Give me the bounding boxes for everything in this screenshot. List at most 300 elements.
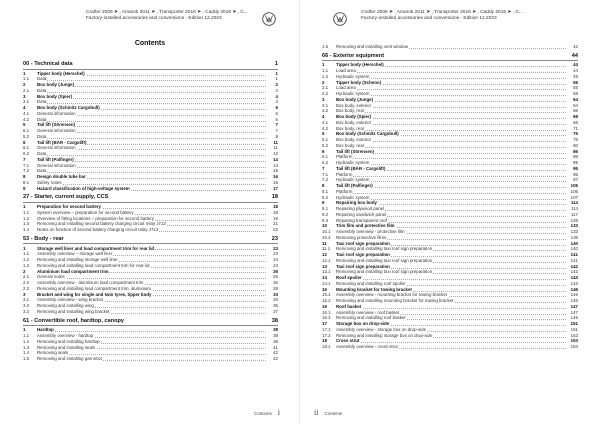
toc-entry-title: General information	[37, 162, 76, 168]
toc-entry-page: 140	[570, 240, 578, 246]
toc-entry-number: 10	[322, 223, 327, 229]
toc-entry-title: Tail lift (BÄR - Cargolift)	[37, 139, 87, 145]
toc-entry-number: 1.1	[23, 333, 30, 338]
toc-entry-page: 24	[273, 257, 278, 263]
toc-entry-number: 13.1	[322, 269, 331, 275]
toc-entry-title: Removing and installing second battery charging circuit relay J713	[37, 221, 166, 227]
toc-entry-page: 68	[573, 114, 578, 120]
toc-entry-page: 11	[273, 139, 278, 145]
toc-entry-page: 26	[273, 280, 278, 286]
toc-entry-number: 7	[322, 165, 325, 171]
toc-entry-title: Tipper body (Herschel)	[336, 62, 384, 68]
toc-entry-page: 142	[570, 263, 578, 269]
toc-entry-number: 6.1	[23, 145, 30, 151]
toc-entry-page: 152	[570, 332, 578, 338]
toc-entry-number: 1.1	[23, 251, 30, 257]
toc-entry-number: 1.5	[23, 356, 30, 361]
dot-leader	[37, 80, 266, 81]
toc-entry-page: 26	[273, 274, 278, 280]
toc-entry-title: Removing and installing hardtop	[37, 338, 100, 344]
toc-entry-title: Removing and installing storage well liner	[37, 257, 118, 263]
toc-entry-title: Box body (Junge)	[336, 96, 374, 102]
toc-entry-title: Storage well liner and load compartment trim for rear lid	[37, 245, 155, 251]
dot-leader	[336, 147, 566, 148]
page-header	[0, 8, 300, 36]
toc-entry-title: Data	[37, 168, 47, 174]
toc-entry-page: 38	[273, 333, 278, 338]
toc-subsection-entry[interactable]	[23, 309, 278, 315]
toc-entry-number: 4.2	[322, 125, 329, 131]
toc-chapter-entry[interactable]	[322, 52, 578, 62]
toc-entry-title: Tail lift (Sörensen)	[37, 122, 75, 128]
toc-entry-number: 4	[23, 105, 26, 111]
toc-entry-number: 1	[23, 327, 26, 333]
toc-entry-title: Data	[37, 151, 47, 157]
toc-entry-page: 6	[275, 116, 278, 122]
toc-entry-page: 24	[273, 262, 278, 268]
toc-entry-title: Data	[37, 87, 47, 93]
dot-leader	[37, 172, 266, 173]
toc-entry-number: 16	[322, 303, 327, 309]
toc-entry-page: 147	[570, 309, 578, 315]
toc-entry-title: Mounting bracket for towing bracket	[336, 286, 412, 292]
toc-entry-title: Box body, exterior	[336, 119, 372, 125]
toc-entry-title: Repairing box body	[336, 200, 377, 206]
toc-entry-page: 38	[273, 327, 278, 333]
toc-list	[322, 44, 578, 350]
toc-entry-title: Data	[37, 116, 47, 122]
toc-entry-number: 9	[23, 185, 26, 191]
header-text	[361, 10, 523, 22]
toc-entry-number: 1.3	[23, 344, 30, 350]
toc-entry-page: 105	[570, 183, 578, 189]
dot-leader	[336, 279, 566, 280]
toc-entry-page: 58	[573, 91, 578, 97]
toc-entry-title: Assembly overview - wing bracket	[37, 297, 104, 303]
toc-entry-title: Tail lift (Palfinger)	[336, 183, 373, 189]
dot-leader	[336, 193, 566, 194]
toc-entry-number: 1.6	[322, 44, 329, 49]
toc-entry-number: 5.1	[23, 128, 30, 134]
toc-entry-title: Platform	[336, 171, 353, 177]
toc-entry-title: Removing and installing roof spoiler	[336, 280, 406, 286]
toc-entry-page: 71	[573, 125, 578, 131]
toc-entry-title: Assembly overview – storage well liner	[37, 251, 113, 257]
toc-entry-title: Hazard classification of high-voltage system	[37, 185, 130, 191]
toc-entry-title: Hydraulic system	[336, 194, 370, 200]
toc-entry-title: Box body (Schmitz Cargobull)	[336, 131, 399, 137]
toc-entry-page: 86	[573, 148, 578, 154]
toc-entry-number: 14.1	[322, 280, 331, 286]
toc-entry-page: 133	[570, 229, 578, 235]
vw-logo-icon	[262, 12, 276, 26]
toc-entry-number: 6.2	[23, 151, 30, 157]
toc-entry-title: General notes	[37, 274, 65, 280]
toc-entry-number: 8.1	[23, 179, 30, 185]
dot-leader	[336, 130, 566, 131]
header-text	[86, 10, 248, 22]
toc-entry-page: 35	[273, 303, 278, 309]
toc-entry-title: Removing and installing load compartment trim for rear lid	[37, 262, 150, 268]
toc-entry-title: Roof basket	[336, 303, 362, 309]
toc-entry-title: Aluminium load compartment trim	[37, 268, 109, 274]
toc-entry-page: 37	[273, 308, 278, 314]
toc-entry-title: Box body, exterior	[336, 102, 372, 108]
toc-entry-title: General information	[37, 128, 76, 134]
toc-entry-page: 1	[274, 61, 278, 67]
toc-entry-title: Trim film and protective film	[336, 223, 395, 229]
toc-entry-title: Data	[37, 133, 47, 139]
toc-entry-title: Assembly overview - roof basket	[336, 309, 400, 315]
toc-subsection-entry[interactable]	[322, 44, 578, 50]
toc-entry-number: 2.2	[23, 280, 30, 286]
header-models: Crafter 2006 ➤ , Amarok 2011 ➤ , Transporter 2016 ➤ , Caddy 2016 ➤ , C...	[361, 10, 523, 15]
toc-entry-title: Hydraulic system	[336, 177, 370, 183]
toc-entry-title: General information	[37, 145, 76, 151]
toc-entry-title: System overview – preparation for second battery	[37, 209, 134, 215]
toc-entry-title: Removing and installing taxi roof sign preparation	[336, 257, 433, 263]
toc-entry-page: 55	[573, 79, 578, 85]
toc-entry-page: 89	[573, 160, 578, 166]
toc-entry-title: Removing and installing wing bracket	[37, 308, 110, 314]
toc-chapter-entry[interactable]	[23, 317, 278, 327]
toc-entry-page: 42	[273, 350, 278, 356]
dot-leader	[336, 308, 566, 309]
toc-entry-page: 55	[573, 85, 578, 91]
toc-entry-number: 4.1	[322, 119, 329, 125]
page-footer	[254, 408, 280, 417]
toc-entry-page: 66	[573, 108, 578, 114]
vw-logo-icon	[333, 12, 347, 26]
toc-entry-page: 7	[275, 128, 278, 134]
toc-entry-page: 2	[275, 87, 278, 93]
toc-entry-title: Assembly overview - aluminium load compartment trim	[37, 280, 144, 286]
toc-entry-page: 4	[275, 93, 278, 99]
toc-entry-title: Removing and installing load compartment trim, aluminium	[37, 285, 151, 291]
toc-entry-number: 16.1	[322, 309, 331, 315]
toc-entry-number: 3	[23, 291, 26, 297]
toc-entry-page: 38	[271, 317, 278, 324]
dot-leader	[37, 278, 266, 279]
header-subtitle: Factory-installed accessories and conversions - Edition 12.2023	[86, 16, 222, 21]
toc-entry-number: 5.1	[322, 137, 329, 143]
header-models: Crafter 2006 ➤ , Amarok 2011 ➤ , Transporter 2016 ➤ , Caddy 2016 ➤ , C...	[86, 10, 248, 15]
toc-subsection-entry[interactable]	[322, 344, 578, 350]
toc-entry-number: 7.2	[23, 168, 30, 174]
toc-entry-title: Data	[37, 99, 47, 105]
toc-entry-page: 23	[273, 245, 278, 251]
toc-entry-number: 18	[322, 338, 327, 344]
toc-entry-number: 18.1	[322, 344, 331, 350]
toc-entry-number: 7.1	[23, 162, 30, 168]
toc-entry-number: 1.2	[322, 73, 329, 79]
toc-entry-page: 39	[273, 338, 278, 344]
toc-entry-number: 4	[322, 114, 325, 120]
toc-entry-number: 2	[23, 268, 26, 274]
toc-entry-title: 53 - Body - rear	[23, 235, 64, 242]
toc-entry-number: 1.3	[23, 221, 30, 227]
toc-entry-page: 22	[273, 227, 278, 233]
toc-entry-page: 16	[273, 179, 278, 185]
toc-entry-number: 3.1	[23, 99, 30, 105]
toc-entry-number: 1	[23, 70, 26, 76]
toc-entry-number: 1.4	[23, 350, 30, 356]
dot-leader	[336, 78, 566, 79]
toc-entry-title: Load area	[336, 68, 356, 74]
toc-entry-page: 17	[273, 185, 278, 191]
dot-leader	[336, 95, 566, 96]
toc-subsection-entry[interactable]	[23, 356, 278, 362]
toc-entry-page: 140	[570, 246, 578, 252]
toc-entry-page: 114	[570, 200, 578, 206]
toc-entry-number: 9.1	[322, 206, 329, 212]
toc-entry-number: 7.1	[322, 171, 329, 177]
toc-entry-page: 105	[570, 188, 578, 194]
toc-entry-title: Box body, rear	[336, 108, 365, 114]
dot-leader	[37, 103, 266, 104]
toc-entry-number: 2.3	[23, 285, 30, 291]
toc-entry-page: 1	[275, 76, 278, 82]
toc-entry-page: 8	[275, 133, 278, 139]
toc-entry-page: 26	[273, 268, 278, 274]
toc-entry-number: 2.1	[23, 274, 30, 280]
toc-entry-number: 1.3	[23, 262, 30, 268]
toc-entry-title: Removing and installing roof basket	[336, 315, 406, 321]
toc-entry-title: Tipper body (Scheon)	[336, 79, 382, 85]
toc-entry-title: Cross strut	[336, 338, 360, 344]
toc-chapter-entry[interactable]	[23, 235, 278, 245]
dot-leader	[336, 158, 566, 159]
toc-entry-page: 114	[571, 206, 578, 212]
toc-entry-page: 42	[573, 44, 578, 49]
toc-entry-number: 3.2	[322, 108, 329, 114]
toc-entry-title: Preparation for second battery	[37, 204, 101, 210]
toc-entry-page: 153	[570, 338, 578, 344]
toc-entry-page: 44	[571, 52, 578, 59]
toc-entry-title: Data	[37, 76, 47, 82]
toc-entry-page: 19	[273, 215, 278, 221]
toc-entry-number: 6.1	[322, 154, 329, 160]
dot-leader	[37, 138, 266, 139]
toc-entry-title: General information	[37, 110, 76, 116]
toc-entry-number: 9	[322, 200, 325, 206]
toc-entry-number: 15	[322, 286, 327, 292]
toc-entry-title: Taxi roof sign preparation	[336, 252, 390, 258]
toc-entry-title: 66 - Exterior equipment	[322, 52, 385, 59]
toc-entry-page: 42	[273, 356, 278, 361]
toc-entry-number: 7	[23, 156, 26, 162]
toc-entry-page: 11	[273, 145, 278, 151]
toc-entry-page: 21	[273, 221, 278, 227]
toc-entry-number: 6.2	[322, 160, 329, 166]
toc-entry-title: Box body, exterior	[336, 137, 372, 143]
toc-entry-page: 151	[570, 321, 578, 327]
toc-chapter-entry[interactable]	[23, 193, 278, 203]
toc-entry-page: 146	[570, 292, 578, 298]
toc-entry-title: Removing and installing vent window	[336, 44, 408, 49]
toc-entry-title: Roof spoiler	[336, 275, 362, 281]
toc-entry-page: 80	[573, 142, 578, 148]
toc-entry-number: 13	[322, 263, 327, 269]
toc-entry-page: 143	[570, 280, 578, 286]
toc-entry-title: Removing and installing seals	[37, 344, 96, 350]
toc-entry-title: Removing and installing taxi roof sign preparation	[336, 246, 433, 252]
toc-entry-title: Assembly overview - storage box on drop-side	[336, 326, 427, 332]
toc-entry-number: 7.2	[322, 177, 329, 183]
toc-entry-title: Storage box on drop-side	[336, 321, 390, 327]
dot-leader	[37, 184, 266, 185]
toc-entry-page: 141	[570, 257, 578, 263]
toc-entry-page: 143	[570, 275, 578, 281]
toc-entry-title: Removing and installing storage box on drop-side	[336, 332, 433, 338]
toc-entry-page: 95	[573, 165, 578, 171]
toc-entry-page: 147	[570, 303, 578, 309]
dot-leader	[37, 155, 266, 156]
toc-entry-title: Overview of fitting locations – preparation for second battery	[37, 215, 154, 221]
toc-entry-page: 6	[275, 105, 278, 111]
toc-entry-title: Platform	[336, 188, 353, 194]
toc-entry-number: 1	[322, 62, 325, 68]
toc-entry-page: 18	[273, 204, 278, 210]
toc-entry-number: 3	[23, 93, 26, 99]
toc-entry-number: 5.2	[23, 133, 30, 139]
toc-entry-page: 146	[570, 298, 578, 304]
toc-list	[23, 58, 278, 362]
toc-entry-number: 8	[322, 183, 325, 189]
toc-section-entry[interactable]	[23, 186, 278, 192]
toc-entry-page: 33	[273, 297, 278, 303]
toc-entry-title: 61 - Convertible roof, hardtop, canopy	[23, 317, 125, 324]
footer-label: Contents	[324, 411, 343, 416]
toc-entry-title: Removing and installing taxi roof sign preparation	[336, 269, 433, 275]
toc-entry-page: 75	[573, 137, 578, 143]
toc-entry-number: 6	[322, 148, 325, 154]
toc-entry-number: 6	[23, 139, 26, 145]
toc-entry-number: 2	[322, 79, 325, 85]
toc-entry-number: 3.1	[322, 102, 329, 108]
toc-entry-page: 23	[273, 251, 278, 257]
toc-entry-number: 15.1	[322, 292, 331, 298]
toc-entry-page: 151	[570, 326, 578, 332]
dot-leader	[37, 121, 266, 122]
toc-entry-number: 15.2	[322, 298, 331, 304]
toc-chapter-entry[interactable]	[23, 60, 278, 70]
toc-entry-number: 11	[322, 240, 327, 246]
toc-entry-number: 2.2	[322, 91, 329, 97]
toc-entry-number: 1.1	[23, 76, 30, 82]
toc-entry-number: 2	[23, 82, 26, 88]
toc-entry-title: Taxi roof sign preparation	[336, 240, 390, 246]
toc-entry-page: 1	[275, 70, 278, 76]
toc-entry-title: Tail lift (Palfinger)	[37, 156, 74, 162]
toc-entry-title: Removing seals	[37, 350, 69, 356]
toc-entry-page: 14	[273, 162, 278, 168]
toc-entry-page: 75	[573, 131, 578, 137]
toc-entry-page: 41	[273, 344, 278, 350]
toc-entry-page: 86	[573, 154, 578, 160]
toc-entry-number: 8.1	[322, 188, 329, 194]
toc-entry-number: 3.3	[23, 308, 30, 314]
page-title: Contents	[134, 40, 166, 47]
toc-entry-number: 5	[322, 131, 325, 137]
toc-entry-page: 107	[570, 194, 578, 200]
toc-entry-page: 23	[271, 235, 278, 242]
dot-leader	[336, 342, 566, 343]
toc-entry-title: Box body (Spier)	[336, 114, 372, 120]
toc-entry-number: 3	[322, 96, 325, 102]
toc-entry-title: Repairing transparent roof	[336, 217, 388, 223]
toc-entry-title: Box body, rear	[336, 142, 365, 148]
toc-entry-number: 4.2	[23, 116, 30, 122]
toc-entry-page: 18	[271, 194, 278, 201]
toc-entry-number: 1	[23, 204, 26, 210]
toc-entry-number: 1.2	[23, 257, 30, 263]
toc-entry-page: 7	[275, 122, 278, 128]
dot-leader	[37, 354, 266, 355]
toc-entry-page: 149	[570, 315, 578, 321]
toc-entry-number: 8.2	[322, 194, 329, 200]
toc-entry-title: Taxi roof sign preparation	[336, 263, 390, 269]
toc-entry-number: 5	[23, 122, 26, 128]
dot-leader	[336, 176, 566, 177]
toc-entry-page: 64	[573, 96, 578, 102]
toc-entry-number: 11.1	[322, 246, 331, 252]
dot-leader	[336, 112, 566, 113]
toc-entry-title: Repairing plywood panel	[336, 206, 385, 212]
footer-label: Contents	[254, 411, 272, 416]
toc-subsection-entry[interactable]	[23, 227, 278, 233]
toc-entry-number: 2.1	[23, 87, 30, 93]
toc-entry-title: Hydraulic system	[336, 160, 370, 166]
toc-entry-page: 135	[570, 234, 578, 240]
page-footer	[314, 408, 342, 417]
toc-entry-number: 8	[23, 174, 26, 180]
page-number: i	[277, 408, 280, 417]
toc-entry-number: 17	[322, 321, 327, 327]
toc-entry-page: 141	[570, 252, 578, 258]
toc-entry-title: Tail lift (Sörensen)	[336, 148, 374, 154]
toc-entry-title: Box body, rear	[336, 125, 365, 131]
dot-leader	[336, 199, 566, 200]
dot-leader	[336, 181, 566, 182]
toc-entry-number: 1	[23, 245, 26, 251]
toc-entry-number: 1.4	[23, 227, 30, 233]
toc-entry-title: Tail lift (BÄR - Cargolift)	[336, 165, 386, 171]
dot-leader	[37, 331, 266, 332]
toc-entry-page: 2	[275, 82, 278, 88]
page-number: ii	[314, 408, 319, 417]
toc-entry-title: Load area	[336, 85, 356, 91]
toc-entry-number: 4.1	[23, 110, 30, 116]
toc-entry-number: 17.1	[322, 326, 331, 332]
toc-entry-page: 4	[275, 99, 278, 105]
toc-entry-page: 44	[573, 62, 578, 68]
toc-entry-page: 142	[570, 269, 578, 275]
toc-entry-page: 97	[573, 177, 578, 183]
toc-entry-page: 44	[573, 68, 578, 74]
toc-entry-number: 2.1	[322, 85, 329, 91]
toc-entry-title: Box body (Schmitz Cargobull)	[37, 105, 100, 111]
toc-entry-title: Assembly overview - protective film	[336, 229, 405, 235]
toc-entry-page: 95	[573, 171, 578, 177]
toc-entry-title: Box body (Junge)	[37, 82, 75, 88]
toc-entry-title: Assembly overview - mounting bracket for towing bracket	[336, 292, 448, 298]
toc-entry-title: Hydraulic system	[336, 91, 370, 97]
toc-entry-number: 1.1	[23, 209, 30, 215]
toc-entry-number: 12.1	[322, 257, 331, 263]
toc-entry-title: Box body (Spier)	[37, 93, 73, 99]
toc-entry-title: Bracket and wing for single and twin tyres, tipper body	[37, 291, 152, 297]
